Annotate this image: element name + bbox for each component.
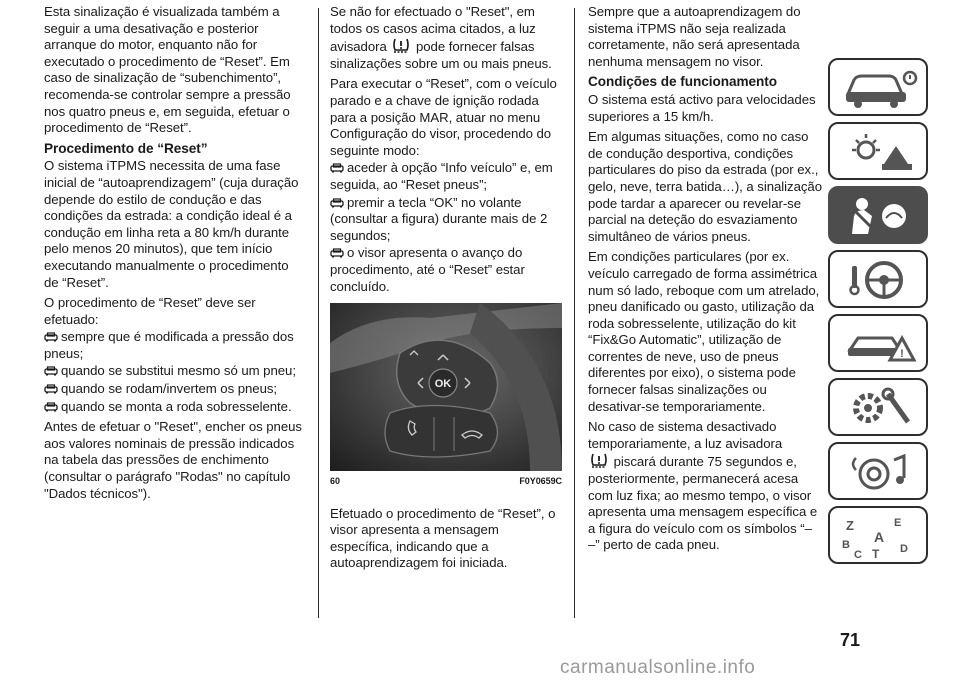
car-bullet-icon xyxy=(44,384,58,394)
column-divider xyxy=(318,8,319,618)
list-item: quando se substitui mesmo só um pneu; xyxy=(44,363,302,380)
section-heading-conditions: Condições de funcionamento xyxy=(588,74,778,90)
steering-wheel-icon xyxy=(838,256,922,304)
car-bullet-icon xyxy=(44,402,58,412)
paragraph: Se não for efectuado o "Reset", em todos os casos acima citados, a luz avisadora pode fornecer falsas sinalizações sobre um ou mais pneus. xyxy=(330,4,552,71)
section-heading-reset: Procedimento de “Reset” xyxy=(44,140,208,156)
chapter-tab-multimedia[interactable] xyxy=(828,442,928,500)
multimedia-icon xyxy=(838,448,922,496)
paragraph: Em condições particulares (por ex. veículo carregado de forma assimétrica num só lado, reboque com um atrelado, pneu danificado ou gasto, utilização da roda sobresselente, utilização do kit “Fix&Go Automatic”, utilização de correntes de neve, uso de pneus diferentes por eixo), o sistema pode fornecer falsas sinalizações ou desativar-se temporariamente. xyxy=(588,249,820,414)
watermark: carmanualsonline.info xyxy=(560,657,756,678)
paragraph: O procedimento de “Reset” deve ser efetuado: xyxy=(44,295,256,327)
text-column-2 xyxy=(330,4,562,576)
figure-number: 60 xyxy=(330,476,340,487)
dashboard-lights-icon xyxy=(838,128,922,176)
index-letters-icon xyxy=(838,512,922,560)
chapter-tab-maintenance[interactable] xyxy=(828,378,928,436)
svg-text:Z: Z xyxy=(846,518,854,533)
list-item: aceder à opção “Info veículo” e, em seguida, ao “Reset pneus”; xyxy=(330,160,553,192)
chapter-tab-emergency[interactable] xyxy=(828,314,928,372)
ok-button-label: OK xyxy=(434,378,452,391)
figure-code: F0Y0659C xyxy=(519,476,562,487)
paragraph: Em algumas situações, como no caso de condução desportiva, condições particulares do piso da estrada (por ex., gelo, neve, terra batida…), a sinalização pode tardar a aparecer ou revelar-se parcial na deteção do esvaziamento simultâneo de vários pneus. xyxy=(588,129,822,244)
warning-road-icon xyxy=(838,320,922,368)
list-item: quando se monta a roda sobresselente. xyxy=(44,399,302,416)
steering-wheel-illustration xyxy=(330,303,562,471)
car-bullet-icon xyxy=(330,248,344,258)
figure-caption xyxy=(330,473,562,490)
svg-text:E: E xyxy=(894,517,902,529)
list-item: sempre que é modificada a pressão dos pneus; xyxy=(44,329,294,361)
svg-text:C: C xyxy=(854,549,862,560)
text-column-3 xyxy=(588,4,824,558)
paragraph: Esta sinalização é visualizada também a seguir a uma desativação e posterior arranque do motor, enquanto não for executado o procedimento de “Reset”. Em caso de sinalização de “subenchimento”, recomenda-se controlar sempre a pressão nos quatro pneus e, em seguida, efetuar o procedimento de “Reset”. xyxy=(44,4,291,136)
paragraph: Para executar o “Reset”, com o veículo parado e a chave de ignição rodada para a posição MAR, atuar no menu Configuração do visor, procedendo do seguinte modo: xyxy=(330,76,557,158)
svg-text:B: B xyxy=(842,539,850,551)
chapter-tab-starting[interactable] xyxy=(828,250,928,308)
tpms-warning-icon xyxy=(589,452,609,468)
text-column-1 xyxy=(44,4,302,506)
svg-text:T: T xyxy=(872,547,880,560)
steering-wheel-controls-photo xyxy=(330,303,562,471)
wrench-icon xyxy=(838,384,922,432)
car-bullet-icon xyxy=(330,163,344,173)
car-bullet-icon xyxy=(44,366,58,376)
svg-text:!: ! xyxy=(900,348,904,360)
column-divider xyxy=(574,8,575,618)
page-number: 71 xyxy=(840,630,861,650)
car-bullet-icon xyxy=(44,332,58,342)
paragraph: No caso de sistema desactivado temporariamente, a luz avisadora piscará durante 75 segundos e, posteriormente, permanecerá acesa com luz fixa; ao mesmo tempo, o visor apresenta uma mensagem específica e a figura do veículo com os símbolos “– –” perto de cada pneu. xyxy=(588,419,818,553)
list-item: premir a tecla “OK” no volante (consultar a figura) durante mais de 2 segundos; xyxy=(330,194,548,243)
paragraph: Sempre que a autoaprendizagem do sistema iTPMS não seja realizada corretamente, não será apresentada nenhuma mensagem no visor. xyxy=(588,4,801,69)
paragraph: Antes de efetuar o "Reset", encher os pneus aos valores nominais de pressão indicados na tabela das pressões de enchimento (consultar o parágrafo "Rodas" no capítulo "Dados técnicos"). xyxy=(44,419,302,501)
car-icon xyxy=(838,64,922,112)
chapter-tab-safety[interactable] xyxy=(828,186,928,244)
tpms-warning-icon xyxy=(391,37,411,53)
list-item: o visor apresenta o avanço do procedimento, até o “Reset” estar concluído. xyxy=(330,245,525,294)
chapter-tab-vehicle[interactable] xyxy=(828,58,928,116)
chapter-tab-dashboard[interactable] xyxy=(828,122,928,180)
svg-text:A: A xyxy=(874,529,885,545)
paragraph: O sistema está activo para velocidades superiores a 15 km/h. xyxy=(588,91,816,124)
paragraph: Efetuado o procedimento de “Reset”, o visor apresenta a mensagem específica, indicando que a autoaprendizagem foi iniciada. xyxy=(330,505,556,571)
list-item: quando se rodam/invertem os pneus; xyxy=(44,381,302,398)
safety-airbag-icon xyxy=(838,192,922,240)
chapter-tab-index[interactable] xyxy=(828,506,928,564)
car-bullet-icon xyxy=(330,198,344,208)
paragraph: O sistema iTPMS necessita de uma fase inicial de “autoaprendizagem” (cuja duração depende do estilo de condução e das condições da estrada: a condição ideal é a condução em linha reta a 80 km/h durante pelo menos 20 minutos), que tem início executando manualmente o procedimento de “Reset”. xyxy=(44,158,299,290)
svg-text:D: D xyxy=(900,543,908,555)
